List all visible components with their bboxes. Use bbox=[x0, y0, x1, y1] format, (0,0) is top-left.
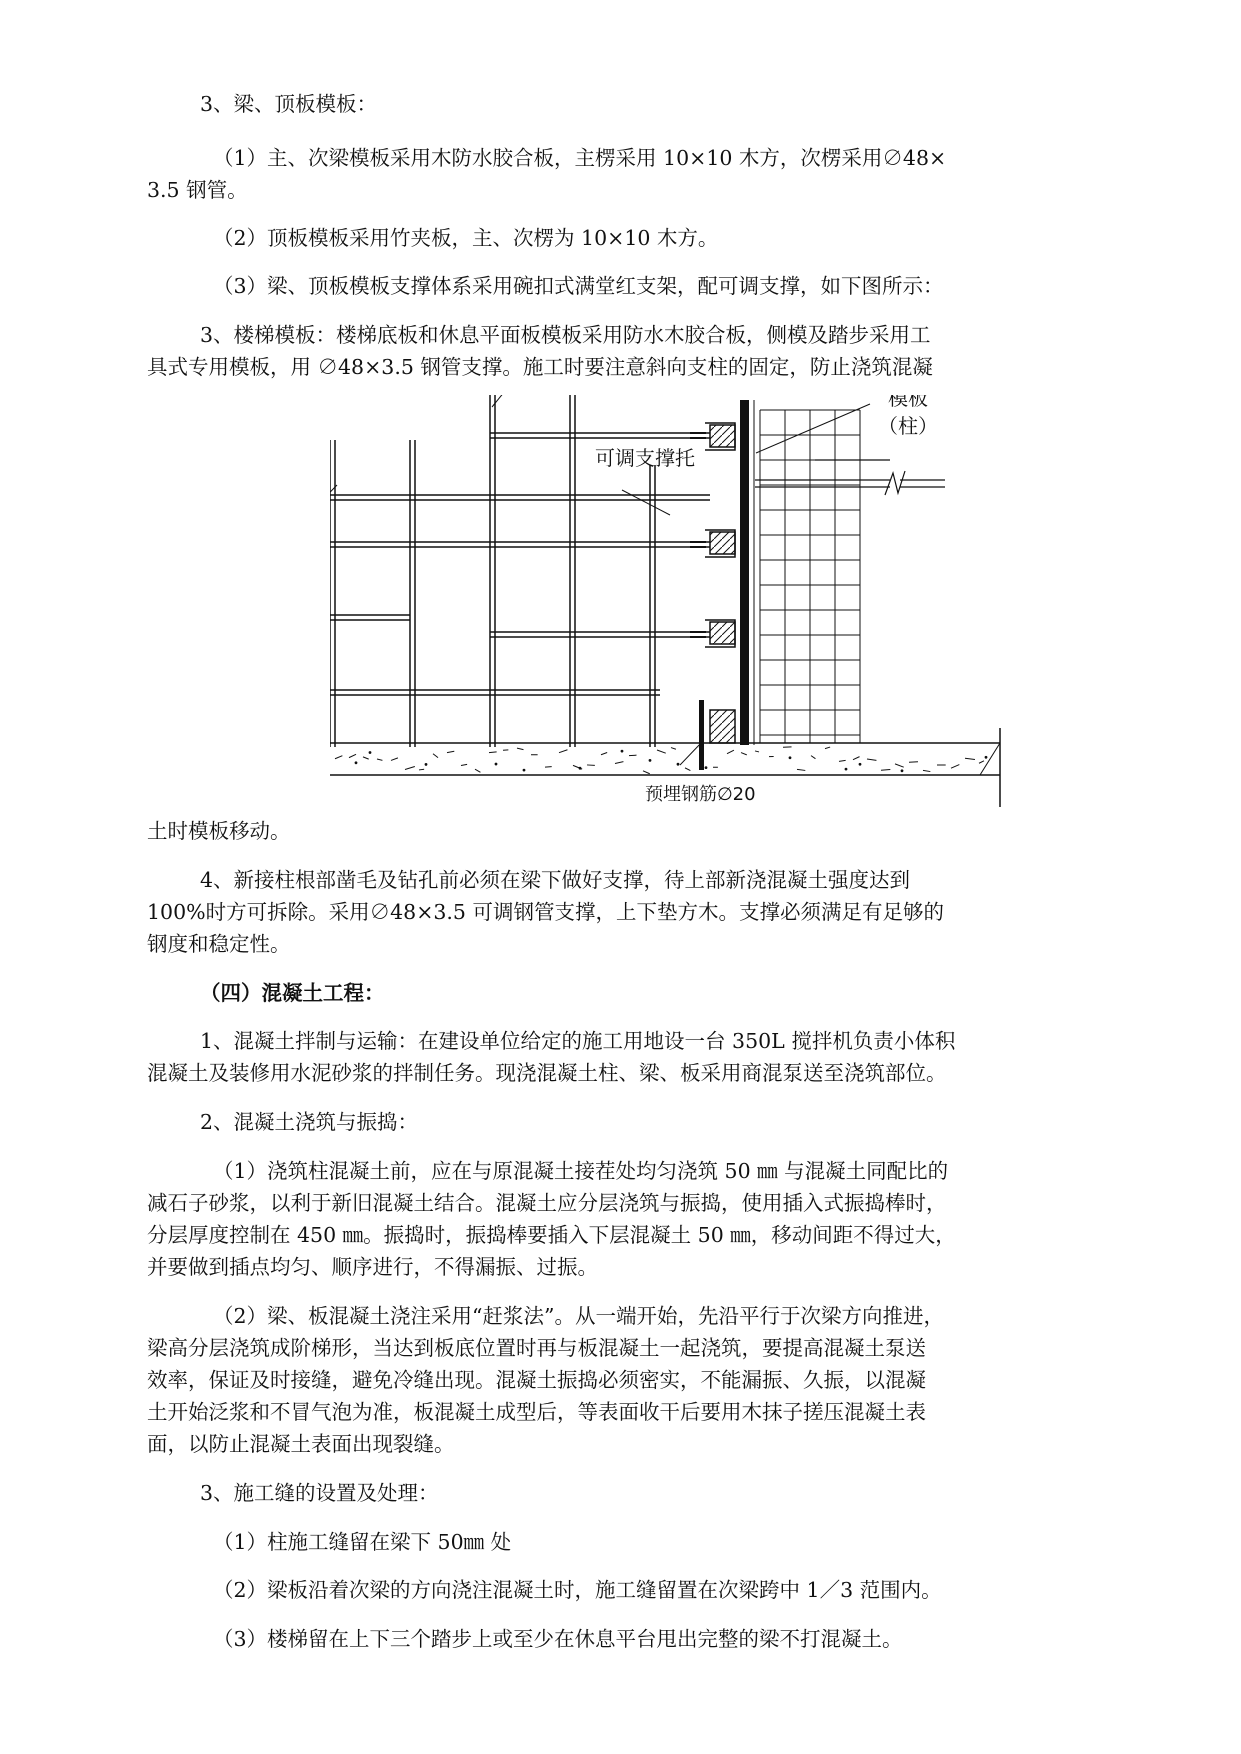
text-line: 3.5 钢管。 bbox=[147, 178, 248, 202]
text-line: （3）梁、顶板模板支撑体系采用碗扣式满堂红支架，配可调支撑，如下图所示： bbox=[213, 274, 944, 298]
rebar-label: 预埋钢筋∅20 bbox=[645, 784, 756, 805]
text-line: 具式专用模板，用 ∅48×3.5 钢管支撑。施工时要注意斜向支柱的固定，防止浇筑混凝 bbox=[147, 355, 933, 379]
text-line: （1）浇筑柱混凝土前，应在与原混凝土接茬处均匀浇筑 50 ㎜ 与混凝土同配比的 bbox=[213, 1159, 949, 1183]
concrete-mark bbox=[923, 770, 930, 771]
text-line: 混凝土及装修用水泥砂浆的拌制任务。现浇混凝土柱、梁、板采用商混泵送至浇筑部位。 bbox=[147, 1061, 947, 1085]
concrete-mark bbox=[475, 769, 480, 772]
text-line: 效率，保证及时接缝，避免冷缝出现。混凝土振捣必须密实，不能漏振、久振，以混凝 bbox=[147, 1368, 926, 1392]
concrete-mark bbox=[797, 769, 805, 770]
concrete-dot bbox=[523, 769, 525, 771]
concrete-mark bbox=[825, 747, 830, 749]
concrete-dot bbox=[985, 756, 987, 758]
section-heading-concrete: （四）混凝土工程： bbox=[200, 981, 385, 1005]
concrete-mark bbox=[363, 757, 369, 759]
column-formwork bbox=[740, 400, 754, 745]
concrete-dot bbox=[705, 767, 707, 769]
embedded-rebar bbox=[699, 700, 704, 770]
concrete-mark bbox=[615, 762, 623, 764]
heading-stair-formwork: 3、楼梯模板：楼梯底板和休息平面板模板采用防水木胶合板，侧模及踏步采用工 bbox=[200, 323, 931, 347]
text-line: （1）主、次梁模板采用木防水胶合板，主楞采用 10×10 木方，次楞采用∅48× bbox=[213, 146, 947, 170]
concrete-mark bbox=[755, 751, 759, 752]
concrete-mark bbox=[951, 765, 959, 769]
concrete-mark bbox=[517, 748, 523, 749]
text-line: 并要做到插点均匀、顺序进行，不得漏振、过振。 bbox=[147, 1255, 598, 1279]
concrete-dot bbox=[901, 770, 903, 772]
concrete-texture bbox=[335, 744, 987, 774]
adjustable-support-label: 可调支撑托 bbox=[595, 446, 695, 470]
text-line: 土时模板移动。 bbox=[147, 819, 291, 843]
text-line: 土开始泛浆和不冒气泡为准，板混凝土成型后，等表面收干后要用木抹子搓压混凝土表 bbox=[147, 1400, 926, 1424]
concrete-mark bbox=[391, 758, 398, 761]
concrete-mark bbox=[895, 764, 904, 767]
text-line: （2）梁、板混凝土浇注采用“赶浆法”。从一端开始，先沿平行于次梁方向推进， bbox=[213, 1304, 945, 1328]
text-line: （2）梁板沿着次梁的方向浇注混凝土时，施工缝留置在次梁跨中 1／3 范围内。 bbox=[213, 1578, 942, 1602]
text-line: （2）顶板模板采用竹夹板，主、次楞为 10×10 木方。 bbox=[213, 226, 719, 250]
concrete-dot bbox=[355, 762, 357, 764]
concrete-mark bbox=[419, 769, 424, 770]
concrete-mark bbox=[377, 759, 382, 760]
concrete-mark bbox=[881, 770, 890, 771]
concrete-mark bbox=[853, 757, 860, 760]
concrete-mark bbox=[965, 758, 975, 759]
horizontal-pipes bbox=[330, 433, 710, 695]
concrete-mark bbox=[447, 751, 454, 752]
concrete-mark bbox=[489, 752, 497, 753]
concrete-dot bbox=[845, 768, 847, 770]
concrete-mark bbox=[727, 750, 734, 753]
concrete-mark bbox=[405, 767, 415, 770]
text-line: 面，以防止混凝土表面出现裂缝。 bbox=[147, 1432, 455, 1456]
text-line: （3）楼梯留在上下三个踏步上或至少在休息平台甩出完整的梁不打混凝土。 bbox=[213, 1627, 903, 1651]
concrete-mark bbox=[461, 764, 467, 765]
heading-beam-slab-formwork: 3、梁、顶板模板： bbox=[200, 92, 378, 116]
text-line: 梁高分层浇筑成阶梯形，当达到板底位置时再与板混凝土一起浇筑，要提高混凝土泵送 bbox=[147, 1336, 926, 1360]
text-line: （1）柱施工缝留在梁下 50㎜ 处 bbox=[213, 1530, 512, 1554]
concrete-dot bbox=[649, 759, 651, 761]
concrete-mark bbox=[335, 756, 342, 759]
formwork-label-column: （柱） bbox=[878, 414, 938, 438]
concrete-mark bbox=[657, 750, 666, 753]
concrete-dot bbox=[579, 767, 581, 769]
text-line: 1、混凝土拌制与运输：在建设单位给定的施工用地设一台 350L 搅拌机负责小体积 bbox=[200, 1029, 956, 1053]
adjustable-supports bbox=[690, 423, 735, 743]
text-line: 100%时方可拆除。采用∅48×3.5 可调钢管支撑，上下垫方木。支撑必须满足有足够的 bbox=[147, 900, 944, 924]
concrete-mark bbox=[811, 756, 815, 759]
concrete-mark bbox=[349, 754, 356, 757]
concrete-dot bbox=[621, 750, 623, 752]
concrete-mark bbox=[643, 771, 650, 774]
concrete-dot bbox=[859, 763, 861, 765]
concrete-mark bbox=[867, 759, 876, 760]
concrete-mark bbox=[433, 754, 438, 758]
text-line: 减石子砂浆，以利于新旧混凝土结合。混凝土应分层浇筑与振捣，使用插入式振捣棒时， bbox=[147, 1191, 947, 1215]
concrete-dot bbox=[495, 763, 497, 765]
concrete-dot bbox=[789, 757, 791, 759]
text-line: 3、施工缝的设置及处理： bbox=[200, 1481, 439, 1505]
text-line: 4、新接柱根部凿毛及钻孔前必须在梁下做好支撑，待上部新浇混凝土强度达到 bbox=[200, 868, 911, 892]
concrete-dot bbox=[425, 764, 427, 766]
concrete-mark bbox=[559, 750, 567, 753]
concrete-mark bbox=[685, 768, 690, 771]
break-line bbox=[755, 460, 945, 495]
concrete-mark bbox=[741, 753, 747, 755]
concrete-mark bbox=[979, 761, 984, 763]
formwork-support-diagram bbox=[330, 395, 1010, 815]
text-line: 钢度和稳定性。 bbox=[147, 932, 291, 956]
concrete-dot bbox=[369, 752, 371, 754]
concrete-mark bbox=[839, 760, 846, 761]
concrete-mark bbox=[601, 752, 607, 754]
text-line: 2、混凝土浇筑与振捣： bbox=[200, 1110, 419, 1134]
concrete-mark bbox=[671, 748, 676, 750]
text-line: 分层厚度控制在 450 ㎜。振捣时，振捣棒要插入下层混凝土 50 ㎜，移动间距不得过大， bbox=[147, 1223, 956, 1247]
formwork-label: 模板 bbox=[888, 395, 928, 410]
concrete-dot bbox=[677, 763, 679, 765]
